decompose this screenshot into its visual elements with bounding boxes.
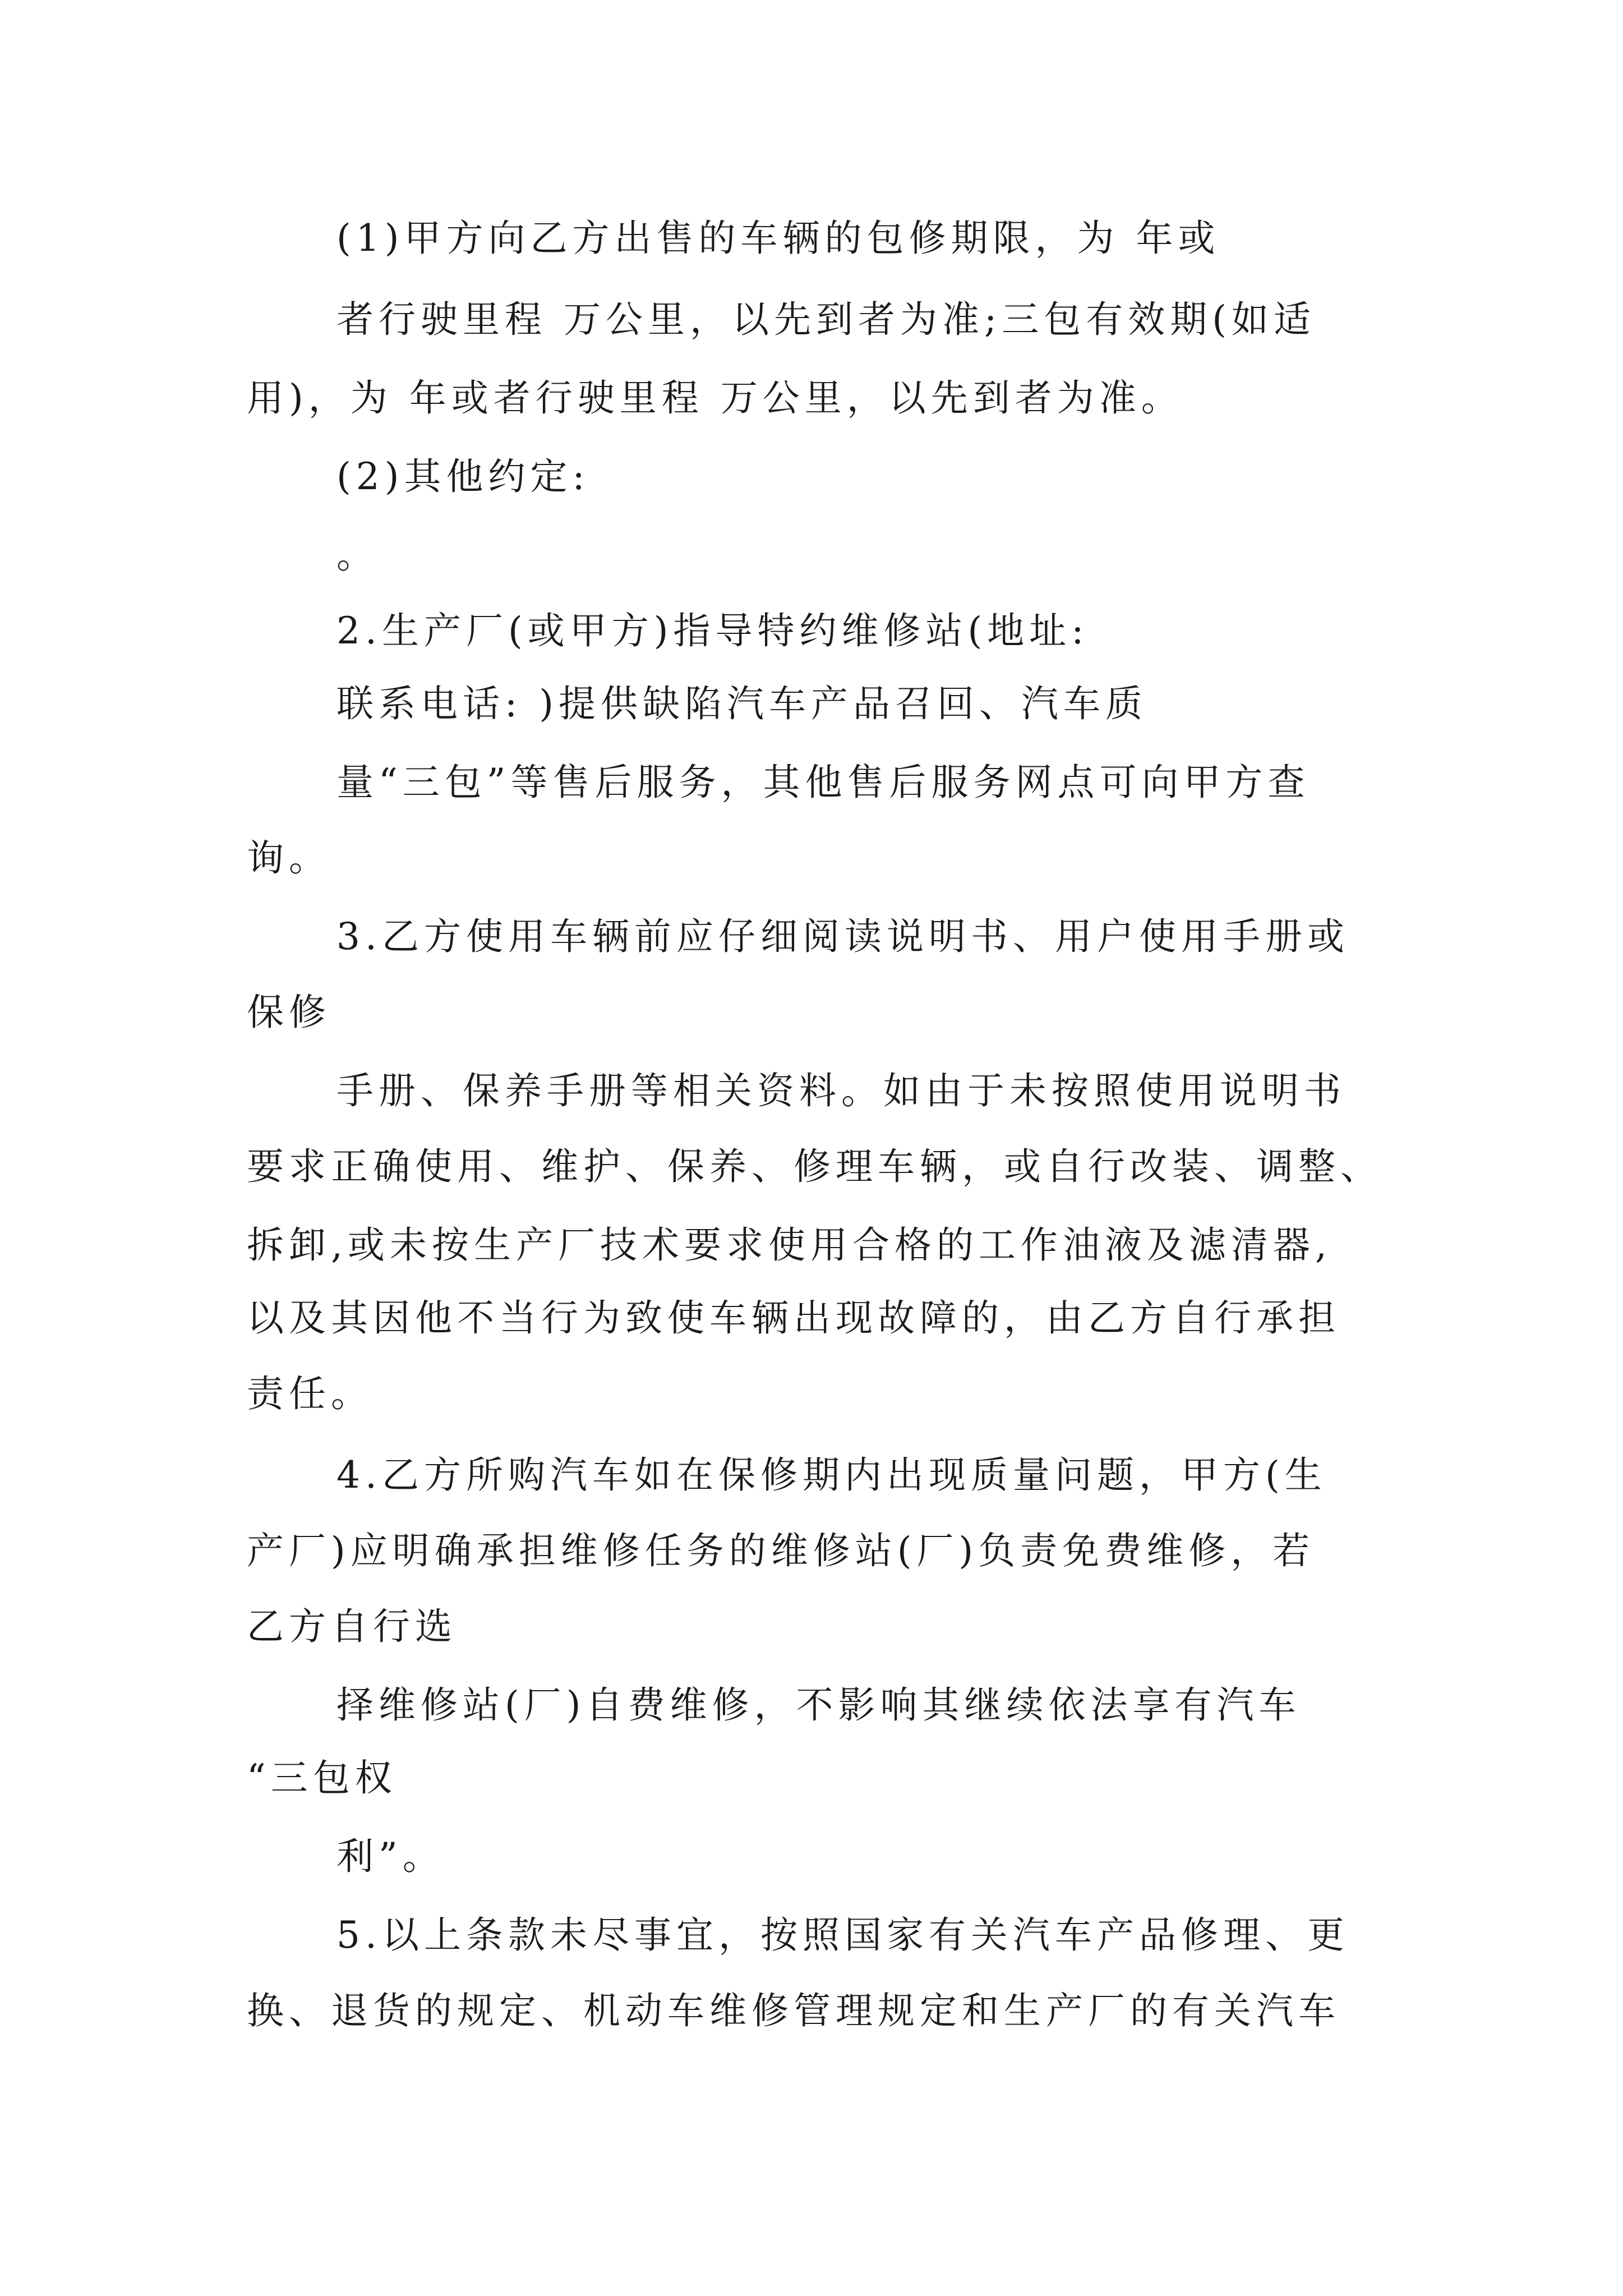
text-line: 4.乙方所购汽车如在保修期内出现质量问题，甲方(生 xyxy=(336,1453,1327,1497)
text-line: 责任。 xyxy=(247,1372,373,1415)
text-line: 利”。 xyxy=(336,1835,445,1878)
text-line: 换、退货的规定、机动车维修管理规定和生产厂的有关汽车 xyxy=(247,1989,1340,2032)
text-line: 5.以上条款未尽事宜，按照国家有关汽车产品修理、更 xyxy=(336,1913,1349,1957)
text-line: 联系电话: )提供缺陷汽车产品召回、汽车质 xyxy=(336,682,1147,725)
text-line: 以及其因他不当行为致使车辆出现故障的，由乙方自行承担 xyxy=(247,1296,1340,1340)
text-line: 3.乙方使用车辆前应仔细阅读说明书、用户使用手册或 xyxy=(336,915,1349,958)
text-line: 产厂)应明确承担维修任务的维修站(厂)负责免费维修，若 xyxy=(247,1529,1315,1572)
text-line: 量“三包”等售后服务，其他售后服务网点可向甲方查 xyxy=(336,761,1310,804)
text-line: “三包权 xyxy=(247,1756,397,1800)
text-line: (1)甲方向乙方出售的车辆的包修期限，为 年或 xyxy=(336,217,1220,260)
text-line: 保修 xyxy=(247,991,331,1034)
text-line: (2)其他约定: xyxy=(336,455,590,498)
text-line: 2.生产厂(或甲方)指导特约维修站(地址: xyxy=(336,609,1089,652)
text-line: 者行驶里程 万公里，以先到者为准;三包有效期(如适 xyxy=(336,298,1316,341)
text-line: 要求正确使用、维护、保养、修理车辆，或自行改装、调整、 xyxy=(247,1145,1382,1188)
text-line: 。 xyxy=(336,533,379,577)
text-line: 询。 xyxy=(247,836,331,880)
text-line: 用)，为 年或者行驶里程 万公里，以先到者为准。 xyxy=(247,376,1183,420)
text-line: 拆卸,或未按生产厂技术要求使用合格的工作油液及滤清器, xyxy=(247,1223,1332,1267)
text-line: 乙方自行选 xyxy=(247,1605,457,1648)
text-line: 择维修站(厂)自费维修，不影响其继续依法享有汽车 xyxy=(336,1683,1301,1727)
text-line: 手册、保养手册等相关资料。如由于未按照使用说明书 xyxy=(336,1069,1346,1112)
